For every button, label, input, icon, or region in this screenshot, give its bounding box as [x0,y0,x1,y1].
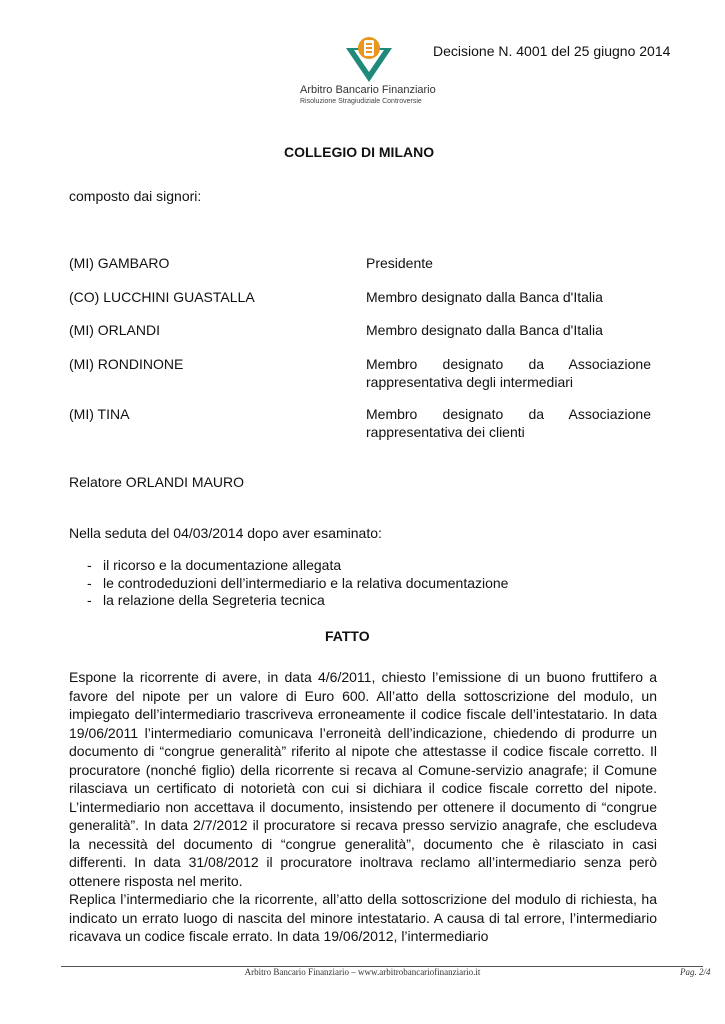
list-item: - la relazione della Segreteria tecnica [87,592,325,608]
examined-list [87,557,508,610]
logo-subtitle: Risoluzione Stragiudiziale Controversie [300,98,422,105]
college-title: COLLEGIO DI MILANO [284,144,435,160]
member-role-line: rappresentativa dei clienti [366,424,525,440]
session-text: Nella seduta del 04/03/2014 dopo aver esaminato: [69,525,382,541]
facts-paragraph: Espone la ricorrente di avere, in data 4/6/2011, chiesto l’emissione di un buono fruttifero a favore del nipote per un valore di Euro 600. All’atto della sottoscrizione del modulo, un impiegato dell’intermediario trascriveva erroneamente il codice fiscale dell’intestatario. In data 19/06/2011 l’intermediario comunicava l’erroneità dell’indicazione, chiedendo di produrre un documento di “congrue generalità” riferito al nipote che attestasse il codice fiscale corretto. Il procuratore (nonché figlio) della ricorrente si recava al Comune-servizio anagrafe; il Comune rilasciava un certificato di notorietà con cui si dichiara il codice fiscale corretto del nipote. L’intermediario non accettava il documento, insistendo per ottenere il documento di “congrue generalità”. In data 2/7/2012 il procuratore si recava presso servizio anagrafe, che escludeva la necessità del documento di “congrue generalità”, documento che è rilasciato in casi differenti. In data 31/08/2012 il procuratore inoltrava reclamo all’intermediario senza però ottenere risposta nel merito. [69,669,657,889]
list-item-text: il ricorso e la documentazione allegata [103,557,342,573]
section-title-fatto: FATTO [325,628,370,644]
facts-paragraph: Replica l’intermediario che la ricorrente, all’atto della sottoscrizione del modulo di richiesta, ha indicato un errato luogo di nascita del minore intestatario. A causa di tal errore, l’intermediario ricavava un codice fiscale errato. In data 19/06/2012, l’intermediario [69,891,657,944]
member-role-line: Membro designato da Associazione [366,406,651,422]
member-name: (MI) TINA [69,406,130,422]
composed-label: composto dai signori: [69,188,202,204]
member-name: (MI) RONDINONE [69,356,184,372]
member-name: (CO) LUCCHINI GUASTALLA [69,289,255,305]
member-role: Membro designato dalla Banca d'Italia [366,322,603,338]
rapporteur: Relatore ORLANDI MAURO [69,474,245,490]
page-number: Pag. 2/4 [680,967,711,977]
footer-text: Arbitro Bancario Finanziario – www.arbitrobancariofinanziario.it [244,967,481,977]
decision-number: Decisione N. 4001 del 25 giugno 2014 [433,43,671,59]
member-name: (MI) GAMBARO [69,255,170,271]
member-role-line: rappresentativa degli intermediari [366,374,573,390]
logo-name: Arbitro Bancario Finanziario [300,84,436,96]
member-role: Membro designato dalla Banca d'Italia [366,289,603,305]
abf-logo [300,36,460,112]
member-name: (MI) ORLANDI [69,322,160,338]
abf-emblem-icon [338,36,400,84]
list-item: - il ricorso e la documentazione allegata [87,557,342,573]
list-item-text: le controdeduzioni dell’intermediario e la relativa documentazione [103,574,509,591]
list-item-text: la relazione della Segreteria tecnica [103,592,325,608]
list-item: - le controdeduzioni dell’intermediario e la relativa documentazione [87,574,509,591]
member-role-line: Membro designato da Associazione [366,356,651,372]
facts-body [69,668,657,946]
member-role: Presidente [366,255,433,271]
